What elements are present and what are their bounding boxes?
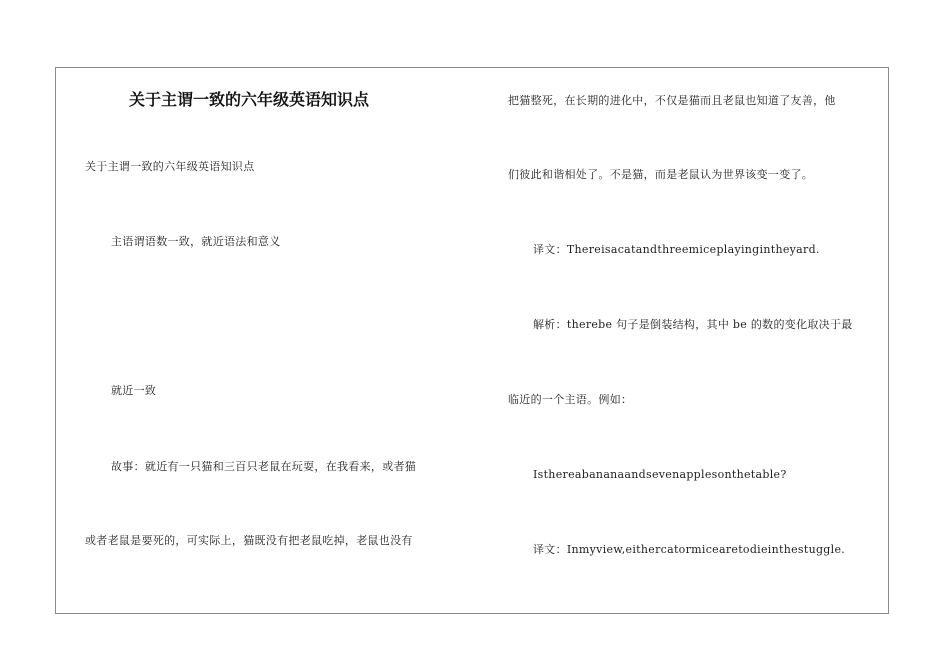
page-frame — [55, 67, 889, 614]
document-title: 关于主谓一致的六年级英语知识点 — [129, 90, 370, 109]
right-paragraph-6: Isthereabananaandsevenapplesonthetable? — [533, 468, 787, 481]
right-paragraph-7: 译文：Inmyview,eithercatormicearetodieinthestuggle. — [533, 543, 846, 556]
left-paragraph-5: 或者老鼠是要死的，可实际上，猫既没有把老鼠吃掉，老鼠也没有 — [85, 534, 413, 547]
right-paragraph-1: 把猫整死，在长期的进化中，不仅是猫而且老鼠也知道了友善，他 — [508, 94, 836, 107]
left-paragraph-1: 关于主谓一致的六年级英语知识点 — [85, 160, 255, 173]
right-paragraph-4: 解析：therebe 句子是倒装结构，其中 be 的数的变化取决于最 — [533, 318, 853, 331]
right-paragraph-3: 译文：Thereisacatandthreemiceplayingintheyard. — [533, 243, 820, 256]
left-paragraph-4: 故事：就近有一只猫和三百只老鼠在玩耍，在我看来，或者猫 — [111, 460, 417, 473]
right-paragraph-5: 临近的一个主语。例如： — [508, 393, 633, 406]
left-paragraph-2: 主语谓语数一致，就近语法和意义 — [111, 235, 281, 248]
left-paragraph-3: 就近一致 — [111, 384, 157, 397]
right-paragraph-2: 们彼此和谐相处了。不是猫，而是老鼠认为世界该变一变了。 — [508, 168, 814, 181]
